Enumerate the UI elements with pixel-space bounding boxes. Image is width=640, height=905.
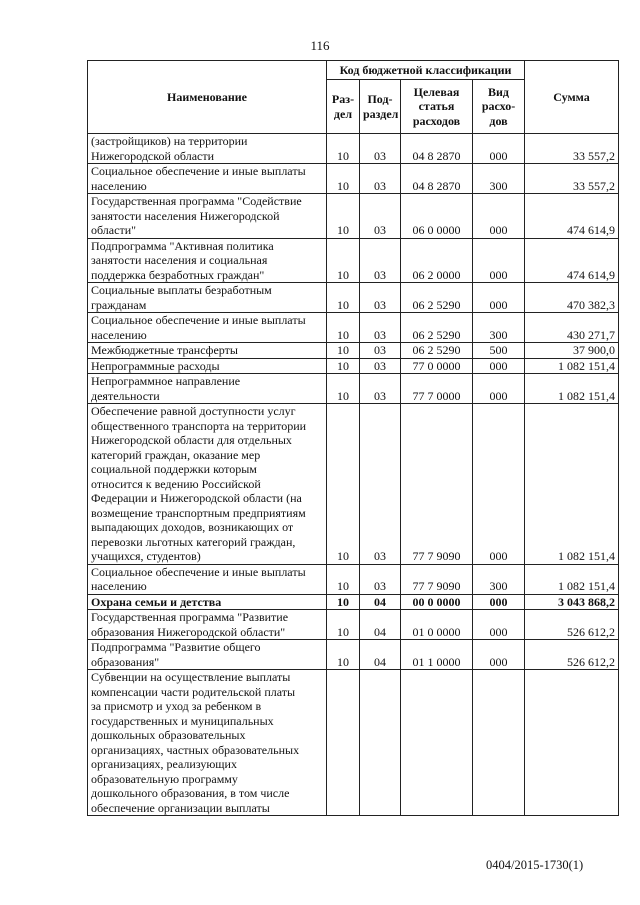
cell-name: Охрана семьи и детства <box>88 594 327 610</box>
cell-type: 000 <box>473 610 525 640</box>
cell-section: 10 <box>327 374 360 404</box>
cell-amount: 1 082 151,4 <box>525 374 619 404</box>
cell-type: 000 <box>473 404 525 565</box>
table-row <box>88 134 619 164</box>
cell-subsection: 04 <box>360 610 401 640</box>
cell-subsection: 03 <box>360 564 401 594</box>
cell-target: 04 8 2870 <box>401 164 473 194</box>
table-row <box>88 283 619 313</box>
table-row <box>88 594 619 610</box>
header-subsection: Под- раздел <box>360 80 401 134</box>
table-row <box>88 404 619 565</box>
cell-name: Подпрограмма "Развитие общего образования" <box>88 640 327 670</box>
cell-name: Непрограммные расходы <box>88 358 327 374</box>
cell-section: 10 <box>327 283 360 313</box>
cell-type: 300 <box>473 313 525 343</box>
cell-target: 06 2 0000 <box>401 238 473 283</box>
cell-section: 10 <box>327 194 360 239</box>
table-header <box>88 61 619 134</box>
cell-type: 000 <box>473 283 525 313</box>
cell-name: Межбюджетные трансферты <box>88 343 327 359</box>
cell-amount: 33 557,2 <box>525 134 619 164</box>
cell-type: 000 <box>473 594 525 610</box>
table-row <box>88 564 619 594</box>
cell-subsection: 03 <box>360 164 401 194</box>
cell-amount: 1 082 151,4 <box>525 358 619 374</box>
cell-name: Подпрограмма "Активная политика занятости населения и социальная поддержка безработных граждан" <box>88 238 327 283</box>
cell-name: Государственная программа "Содействие занятости населения Нижегородской области" <box>88 194 327 239</box>
cell-amount: 526 612,2 <box>525 610 619 640</box>
cell-subsection: 04 <box>360 640 401 670</box>
table-row <box>88 164 619 194</box>
cell-target <box>401 670 473 816</box>
cell-section: 10 <box>327 640 360 670</box>
cell-amount: 474 614,9 <box>525 238 619 283</box>
header-section: Раз- дел <box>327 80 360 134</box>
cell-target: 04 8 2870 <box>401 134 473 164</box>
cell-name: Субвенции на осуществление выплаты компенсации части родительской платы за присмотр и уход за ребенком в государственных и муниципальных дошкольных образовательных организациях, частных образовательных организациях, реализующих образовательную программу дошкольного образования, в том числе обеспечение организации выплаты <box>88 670 327 816</box>
cell-subsection <box>360 670 401 816</box>
cell-subsection: 03 <box>360 404 401 565</box>
cell-section: 10 <box>327 594 360 610</box>
header-name: Наименование <box>88 61 327 134</box>
table-row <box>88 313 619 343</box>
cell-type <box>473 670 525 816</box>
cell-section: 10 <box>327 343 360 359</box>
cell-type: 000 <box>473 194 525 239</box>
header-code-group: Код бюджетной классификации <box>327 61 525 80</box>
table-row <box>88 610 619 640</box>
cell-amount: 3 043 868,2 <box>525 594 619 610</box>
cell-subsection: 04 <box>360 594 401 610</box>
table-row <box>88 358 619 374</box>
cell-name: Социальное обеспечение и иные выплаты населению <box>88 564 327 594</box>
cell-section: 10 <box>327 610 360 640</box>
table-row <box>88 343 619 359</box>
table-row <box>88 374 619 404</box>
cell-type: 000 <box>473 358 525 374</box>
cell-target: 01 0 0000 <box>401 610 473 640</box>
cell-name: (застройщиков) на территории Нижегородской области <box>88 134 327 164</box>
cell-amount: 33 557,2 <box>525 164 619 194</box>
table-row <box>88 238 619 283</box>
header-type: Вид расхо- дов <box>473 80 525 134</box>
cell-name: Социальное обеспечение и иные выплаты населению <box>88 313 327 343</box>
cell-name: Государственная программа "Развитие образования Нижегородской области" <box>88 610 327 640</box>
budget-table <box>87 60 619 816</box>
cell-name: Обеспечение равной доступности услуг общественного транспорта на территории Нижегородской области для отдельных категорий граждан, оказание мер социальной поддержки которым относится к ведению Российской Федерации и Нижегородской области (на возмещение транспортным предприятиям выпадающих доходов, возникающих от перевозки льготных категорий граждан, учащихся, студентов) <box>88 404 327 565</box>
cell-subsection: 03 <box>360 283 401 313</box>
cell-target: 06 0 0000 <box>401 194 473 239</box>
cell-subsection: 03 <box>360 134 401 164</box>
cell-amount: 474 614,9 <box>525 194 619 239</box>
cell-subsection: 03 <box>360 238 401 283</box>
cell-name: Социальные выплаты безработным гражданам <box>88 283 327 313</box>
table-row <box>88 640 619 670</box>
cell-amount: 430 271,7 <box>525 313 619 343</box>
cell-amount: 1 082 151,4 <box>525 404 619 565</box>
cell-section: 10 <box>327 313 360 343</box>
table-row <box>88 670 619 816</box>
document-footer-code: 0404/2015-1730(1) <box>486 858 584 872</box>
cell-section: 10 <box>327 134 360 164</box>
cell-amount <box>525 670 619 816</box>
cell-name: Социальное обеспечение и иные выплаты населению <box>88 164 327 194</box>
cell-type: 000 <box>473 238 525 283</box>
cell-section: 10 <box>327 164 360 194</box>
cell-target: 00 0 0000 <box>401 594 473 610</box>
cell-section: 10 <box>327 238 360 283</box>
cell-target: 06 2 5290 <box>401 283 473 313</box>
cell-target: 06 2 5290 <box>401 343 473 359</box>
cell-amount: 470 382,3 <box>525 283 619 313</box>
cell-subsection: 03 <box>360 358 401 374</box>
cell-section: 10 <box>327 358 360 374</box>
header-target: Целевая статья расходов <box>401 80 473 134</box>
cell-target: 06 2 5290 <box>401 313 473 343</box>
cell-section: 10 <box>327 564 360 594</box>
cell-subsection: 03 <box>360 313 401 343</box>
cell-subsection: 03 <box>360 343 401 359</box>
cell-subsection: 03 <box>360 194 401 239</box>
table-row <box>88 194 619 239</box>
cell-target: 77 7 9090 <box>401 404 473 565</box>
table-body <box>88 134 619 816</box>
cell-amount: 37 900,0 <box>525 343 619 359</box>
cell-target: 77 0 0000 <box>401 358 473 374</box>
cell-target: 01 1 0000 <box>401 640 473 670</box>
cell-subsection: 03 <box>360 374 401 404</box>
cell-amount: 1 082 151,4 <box>525 564 619 594</box>
header-amount: Сумма <box>525 61 619 134</box>
cell-type: 000 <box>473 640 525 670</box>
cell-amount: 526 612,2 <box>525 640 619 670</box>
cell-name: Непрограммное направление деятельности <box>88 374 327 404</box>
cell-type: 300 <box>473 564 525 594</box>
cell-section <box>327 670 360 816</box>
cell-target: 77 7 0000 <box>401 374 473 404</box>
cell-type: 000 <box>473 134 525 164</box>
cell-type: 300 <box>473 164 525 194</box>
cell-type: 000 <box>473 374 525 404</box>
page-number: 116 <box>310 38 330 53</box>
cell-type: 500 <box>473 343 525 359</box>
cell-target: 77 7 9090 <box>401 564 473 594</box>
cell-section: 10 <box>327 404 360 565</box>
